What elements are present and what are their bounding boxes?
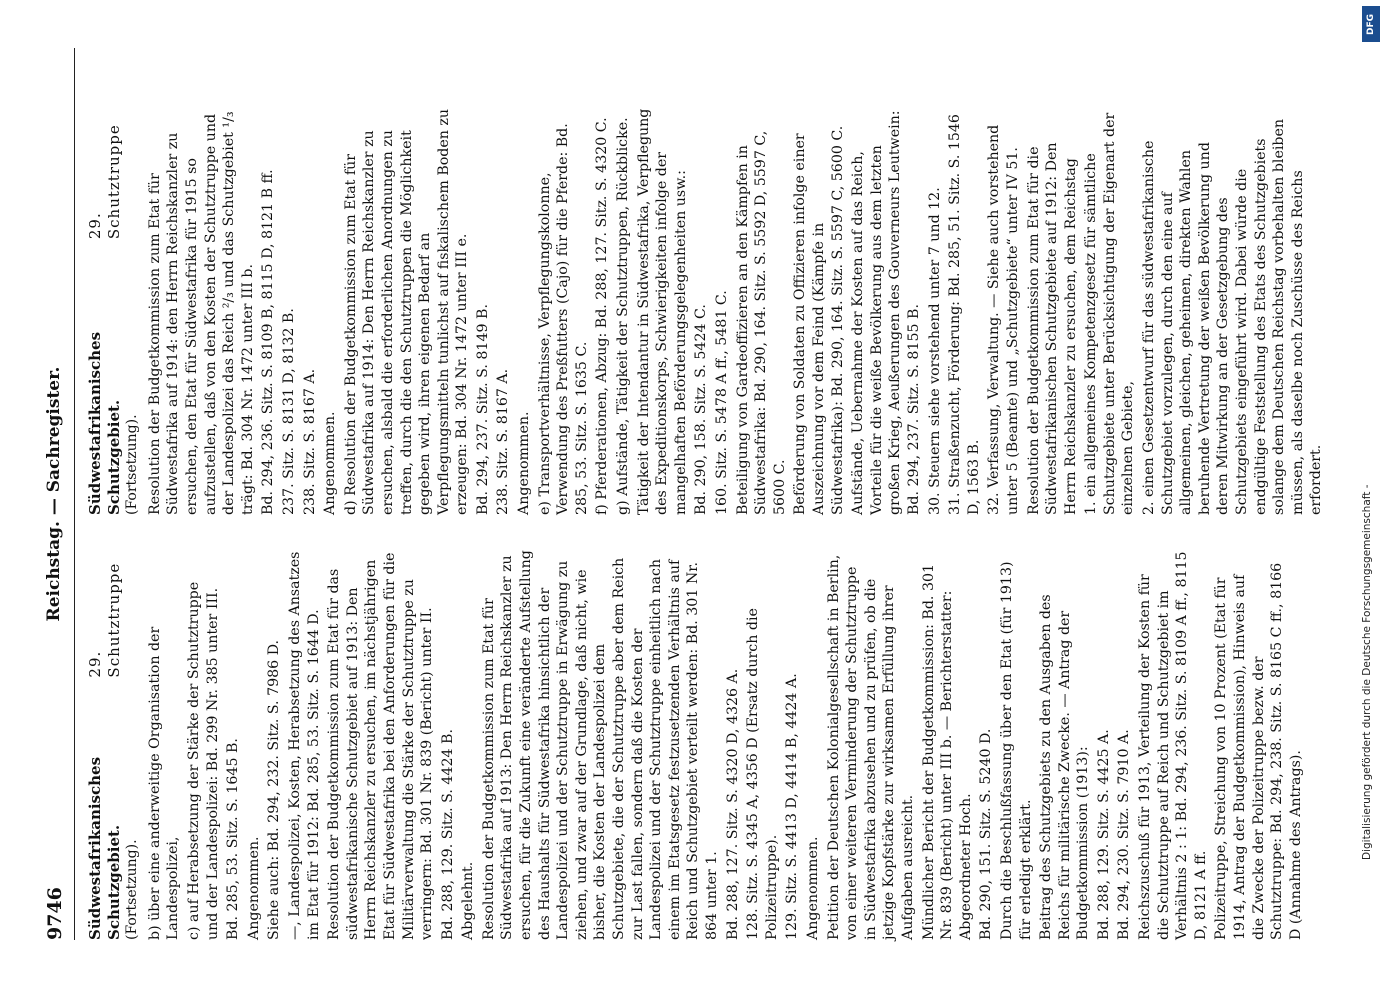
register-entry: 32. Verfassung, Verwaltung. — Siehe auch vorstehend unter 5 (Beamte) und „Schutzgebiete“ unter IV 51. xyxy=(986,124,1021,515)
register-entry: Aufstände, Uebernahme der Kosten auf das Reich, Vorteile für die weiße Bevölkerung aus dem letzten großen Krieg, Aeußerungen des Gouverneurs Leutwein: Bd. 294, 237. Sitz. S. 8155 B. xyxy=(850,110,922,515)
register-entry: Angenommen. xyxy=(245,836,262,940)
right-heading-continuation: (Fortsetzung). xyxy=(124,414,141,515)
left-column xyxy=(86,550,1304,940)
register-entry: 128. Sitz. S. 4345 A, 4356 D (Ersatz durch die Polizeitruppe). xyxy=(745,608,780,940)
register-entry: Beförderung von Soldaten zu Offizieren infolge einer Auszeichnung vor dem Feind (Kämpfe in Südwestafrika): Bd. 290, 164. Sitz. S. 5597 C, 5600 C. xyxy=(792,125,846,515)
right-column-body xyxy=(146,105,1326,515)
register-entry: Angenommen. xyxy=(516,411,533,515)
register-entry: f) Pferderationen, Abzug: Bd. 288, 127. Sitz. S. 4320 C. xyxy=(594,117,611,515)
right-heading-section: 29. Schutztruppe xyxy=(86,124,123,240)
register-entry: 1. ein allgemeines Kompetenzgesetz für sämtliche Schutzgebiete unter Berücksichtigung der Eigenart der einzelnen Gebiete, xyxy=(1083,112,1137,515)
register-entry: Resolution der Budgetkommission zum Etat für Südwestafrika auf 1914: den Herrn Reichskanzler zu ersuchen, den Etat für Südwestafrika für 1915 so aufzustellen, daß von den Kosten der Schutztruppe und der Landespolizei das Reich ²/₃ und das Schutzgebiet ¹/₃ trägt: Bd. 304 Nr. 1472 unter III b. xyxy=(146,111,256,515)
register-entry: Bd. 290, 151. Sitz. S. 5240 D. xyxy=(978,728,995,940)
left-heading-title: Südwestafrikanisches Schutzgebiet. xyxy=(86,756,123,940)
register-entry: Bd. 294, 230. Sitz. S. 7910 A. xyxy=(1116,729,1133,940)
register-entry: e) Transportverhältnisse, Verpflegungskolonne, Verwendung des Preßfutters (Cajo) für die Pferde: Bd. 285, 53. Sitz. S. 1635 C. xyxy=(536,123,590,515)
register-entry: Durch die Beschlußfassung über den Etat (für 1913) für erledigt erklärt. xyxy=(998,561,1034,940)
page-number: 9746 xyxy=(44,887,66,940)
register-entry: 238. Sitz. S. 8167 A. xyxy=(495,368,512,515)
digitization-note: Digitalisierung gefördert durch die Deutsche Forschungsgemeinschaft - xyxy=(1361,484,1373,860)
register-entry: 129. Sitz. S. 4413 D, 4414 B, 4424 A. xyxy=(784,673,801,940)
register-entry: g) Aufstände, Tätigkeit der Schutztruppen, Rückblicke. xyxy=(615,117,632,515)
page-header xyxy=(40,48,75,940)
register-entry: Angenommen. xyxy=(804,836,821,940)
register-entry: d) Resolution der Budgetkommission zum Etat für Südwestafrika auf 1914: Den Herrn Reichskanzler zu ersuchen, alsbald die erforderlichen Anordnungen zu treffen, durch die den Schutztruppen die Möglichkeit gegeben wird, ihren eigenen Bedarf an Verpflegungsmitteln tunlichst auf fiskalischem Boden zu erzeugen: Bd. 304 Nr. 1472 unter III e. xyxy=(342,108,471,515)
register-entry: Bd. 288, 129. Sitz. S. 4425 A. xyxy=(1095,729,1112,940)
register-entry: Beitrag des Schutzgebiets zu den Ausgaben des Reichs für militärische Zwecke. — Antrag der Budgetkommission (1913): xyxy=(1038,594,1092,940)
register-entry: Petition der Deutschen Kolonialgesellschaft in Berlin, von einer weiteren Verminderung der Schutztruppe in Südwestafrika abzusehen und zu prüfen, ob die jetzige Kopfstärke zur wirksamen Erfüllung ihrer Aufgaben ausreicht. xyxy=(825,554,916,940)
register-entry: b) über eine anderweitige Organisation der Landespolizei, xyxy=(146,626,182,940)
register-entry: Resolution der Budgetkommission zum Etat für die Südwestafrikanischen Schutzgebiete auf 1912: Den Herrn Reichskanzler zu ersuchen, dem Reichstag xyxy=(1025,142,1079,515)
register-entry: —, Landespolizei, Kosten, Herabsetzung des Ansatzes im Etat für 1912: Bd. 285, 53. Sitz. S. 1644 D. xyxy=(286,551,322,940)
register-entry: Bd. 288, 129. Sitz. S. 4424 B. xyxy=(439,729,456,940)
register-entry: 237. Sitz. S. 8131 D, 8132 B. xyxy=(280,308,297,515)
register-entry: 238. Sitz. S. 8167 A. xyxy=(301,368,318,515)
register-entry: Bd. 285, 53. Sitz. S. 1645 B. xyxy=(225,738,242,940)
dfg-logo: DFG xyxy=(1362,6,1380,42)
register-entry: Siehe auch: Bd. 294, 232. Sitz. S. 7986 D. xyxy=(266,639,283,940)
register-entry: 2. einen Gesetzentwurf für das südwestafrikanische Schutzgebiet vorzulegen, durch den eine auf allgemeinen, gleichen, geheimen, direkten Wahlen beruhende Vertretung der weißen Bevölkerung und deren Mitwirkung an der Gesetzgebung des Schutzgebiets eingeführt wird. Dabei würde die endgültige Feststellung des Etats des Schutzgebiets solange dem Deutschen Reichstag vorbehalten bleiben müssen, als daselbe noch Zuschüsse des Reichs erfordert. xyxy=(1141,119,1325,515)
register-entry: Resolution der Budgetkommission zum Etat für Südwestafrika auf 1913: Den Herrn Reichskanzler zu ersuchen, für die Zukunft eine veränderte Aufstellung des Haushalts für Südwestafrika hinsichtlich der Landespolizei und der Schutztruppe in Erwägung zu ziehen, und zwar auf der Grundlage, daß nicht, wie bisher, die Kosten der Landespolizei dem Schutzgebiete, die der Schutztruppe aber dem Reich zur Last fallen, sondern daß die Kosten der Landespolizei und der Schutztruppe einheitlich nach einem im Etatsgesetz festzusetzenden Verhältnis auf Reich und Schutzgebiet verteilt werden: Bd. 301 Nr. 864 unter 1. xyxy=(480,550,720,940)
register-entry: Abgelehnt. xyxy=(460,861,477,940)
register-entry: Angenommen. xyxy=(322,411,339,515)
register-entry: 160. Sitz. S. 5478 A ff., 5481 C. xyxy=(714,290,730,515)
register-entry: c) auf Herabsetzung der Stärke der Schutztruppe und der Landespolizei: Bd. 299 Nr. 385 unter III. xyxy=(185,581,221,940)
register-entry: Mündlicher Bericht der Budgetkommission: Bd. 301 Nr. 839 (Bericht) unter III b. — Berichterstatter: Abgeordneter Hoch. xyxy=(920,563,974,940)
register-entry: Bd. 294, 237. Sitz. S. 8149 B. xyxy=(474,304,491,515)
register-entry: Reichszuschuß für 1913, Verteilung der Kosten für die Schutztruppe auf Reich und Schutzgebiet im Verhältnis 2 : 1: Bd. 294, 236. Sitz. S. 8109 A ff., 8115 D, 8121 A ff. xyxy=(1137,551,1209,940)
right-column xyxy=(86,105,1325,515)
register-entry: Resolution der Budgetkommission zum Etat für das südwestafrikanische Schutzgebiet auf 1913: Den Herrn Reichskanzler zu ersuchen, im nächstjährigen Etat für Südwestafrika bei den Anforderungen für die Militärverwaltung die Stärke der Schutztruppe zu verringern: Bd. 301 Nr. 839 (Bericht) unter II. xyxy=(326,552,436,940)
register-entry: 30. Steuern siehe vorstehend unter 7 und 12. xyxy=(926,187,943,515)
left-heading-continuation: (Fortsetzung). xyxy=(124,839,141,940)
right-column-heading xyxy=(86,105,123,515)
register-entry: Bd. 294, 236. Sitz. S. 8109 B, 8115 D, 8121 B ff. xyxy=(260,169,277,515)
register-entry: Bd. 288, 127. Sitz. S. 4320 D, 4326 A. xyxy=(724,668,741,940)
left-column-heading xyxy=(86,550,123,940)
left-column-body xyxy=(146,550,1306,940)
register-entry: 31. Straßenzucht, Förderung: Bd. 285, 51. Sitz. S. 1546 D, 1563 B. xyxy=(947,114,982,515)
register-entry: Beteiligung von Gardeoffizieren an den Kämpfen in Südwestafrika: Bd. 290, 164. Sitz. S. 5592 D, 5597 C, 5600 C. xyxy=(734,130,788,515)
register-entry: Tätigkeit der Intendantur in Südwestafrika, Verpflegung des Expeditionskorps, Schwierigkeiten infolge der mangelhaften Beförderungsgelegenheiten usw.: xyxy=(635,108,689,515)
register-entry: Polizeitruppe, Streichung von 10 Prozent (Etat für 1914, Antrag der Budgetkommission), Hinweis auf die Zwecke der Polizeitruppe bezw. der Schutztruppe: Bd. 294, 238. Sitz. S. 8165 C ff., 8166 D (Annahme des Antrags). xyxy=(1213,562,1304,940)
right-heading-title: Südwestafrikanisches Schutzgebiet. xyxy=(86,331,123,515)
page-title: Reichstag. — Sachregister. xyxy=(44,366,64,622)
register-entry: Bd. 290, 158. Sitz. S. 5424 C. xyxy=(693,304,710,515)
left-heading-section: 29. Schutztruppe xyxy=(86,562,123,678)
